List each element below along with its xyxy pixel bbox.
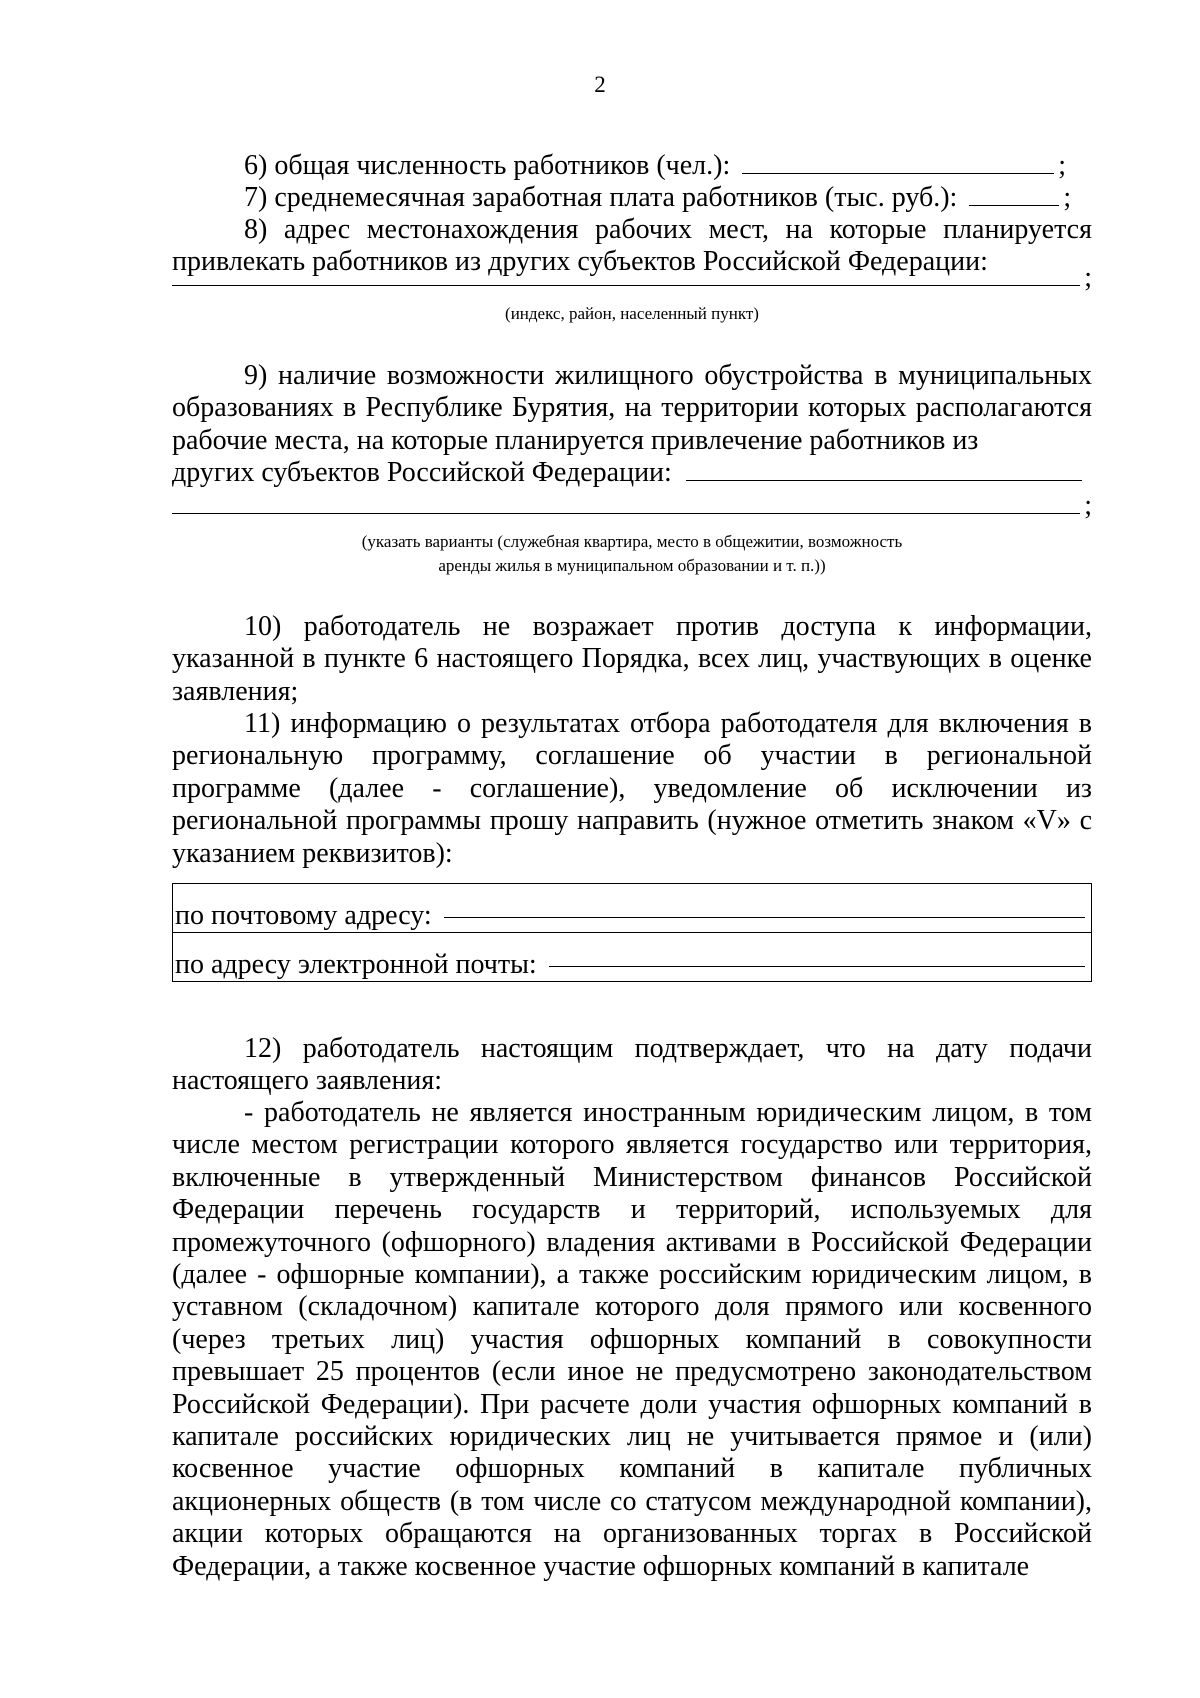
- item-8-text: 8) адрес местонахождения рабочих мест, на которые планируется привлекать работников из других субъектов Российской Федерации:: [172, 214, 1092, 278]
- housing-caption-2: аренды жилья в муниципальном образовании и т. п.)): [438, 556, 826, 575]
- delivery-method-table: [172, 883, 1092, 982]
- item-7-avg-salary: [244, 182, 1092, 214]
- item-9-end: ;: [1084, 490, 1092, 521]
- item-6-end: ;: [1058, 150, 1067, 181]
- item-7-end: ;: [1063, 182, 1072, 213]
- item-6-employee-count: [244, 150, 1092, 182]
- item-12-text: 12) работодатель настоящим подтверждает, что на дату подачи настоящего заявления:: [172, 1033, 1092, 1097]
- email-address-field[interactable]: [549, 966, 1085, 967]
- housing-field-2[interactable]: [172, 513, 1080, 514]
- item-10-text: 10) работодатель не возражает против доступа к информации, указанной в пункте 6 настоящего Порядка, всех лиц, участвующих в оценке заявления;: [172, 611, 1092, 707]
- item-9-last-line: [172, 457, 1082, 489]
- housing-field-1[interactable]: [686, 480, 1082, 481]
- item-9-continuation-line: [172, 490, 1092, 522]
- email-address-label: по адресу электронной почты:: [175, 949, 537, 980]
- item-8-address-line: [172, 262, 1092, 294]
- item-9-text: 9) наличие возможности жилищного обустройства в муниципальных образованиях в Республике Бурятия, на территории которых располагаются рабочие места, на которые планируется привлечение работников из: [172, 360, 1092, 456]
- address-field[interactable]: [172, 285, 1080, 286]
- item-7-label: 7) среднемесячная заработная плата работников (тыс. руб.):: [244, 182, 958, 213]
- postal-address-row[interactable]: [173, 884, 1091, 932]
- item-9-last-line-text: других субъектов Российской Федерации:: [172, 457, 672, 488]
- item-11-text: 11) информацию о результатах отбора работодателя для включения в региональную программу, соглашение об участии в региональной программе (далее - соглашение), уведомление об исключении из региональной программы прошу направить (нужное отметить знаком «V» с указанием реквизитов):: [172, 708, 1092, 869]
- employee-count-field[interactable]: [742, 173, 1054, 174]
- item-6-label: 6) общая численность работников (чел.):: [244, 150, 731, 181]
- postal-address-label: по почтовому адресу:: [175, 900, 432, 931]
- address-caption: (индекс, район, населенный пункт): [505, 304, 759, 323]
- email-address-row[interactable]: [173, 932, 1091, 981]
- postal-address-field[interactable]: [444, 917, 1085, 918]
- item-8-end: ;: [1084, 262, 1092, 293]
- page-number: 2: [594, 72, 606, 97]
- housing-caption-1: (указать варианты (служебная квартира, место в общежитии, возможность: [361, 532, 903, 551]
- avg-salary-field[interactable]: [969, 205, 1059, 206]
- item-12-bullet: - работодатель не является иностранным юридическим лицом, в том числе местом регистрации которого является государство или территория, включенные в утвержденный Министерством финансов Российской Федерации перечень государств и территорий, используемых для промежуточного (офшорного) владения активами в Российской Федерации (далее - офшорные компании), а также российским юридическим лицом, в уставном (складочном) капитале которого доля прямого или косвенного (через третьих лиц) участия офшорных компаний в совокупности превышает 25 процентов (если иное не предусмотрено законодательством Российской Федерации). При расчете доли участия офшорных компаний в капитале российских юридических лиц не учитывается прямое и (или) косвенное участие офшорных компаний в капитале публичных акционерных обществ (в том числе со статусом международной компании), акции которых обращаются на организованных торгах в Российской Федерации, а также косвенное участие офшорных компаний в капитале: [172, 1097, 1092, 1582]
